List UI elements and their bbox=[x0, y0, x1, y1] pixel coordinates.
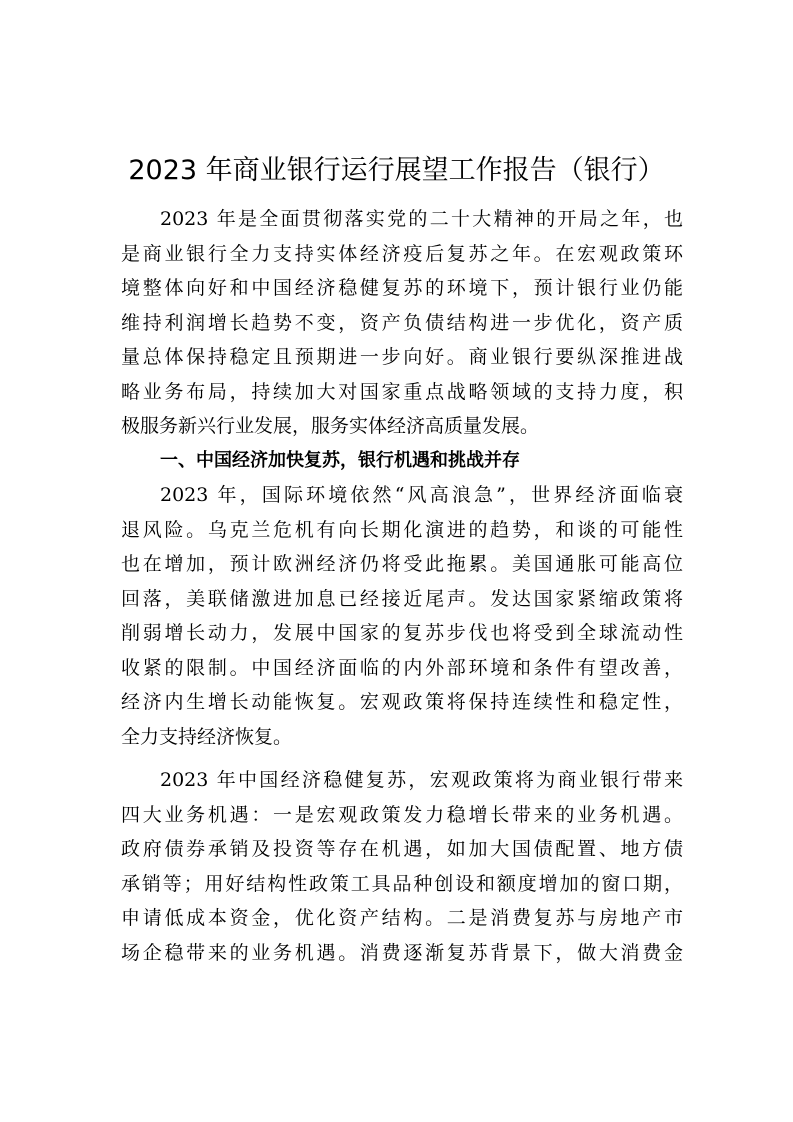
paragraph-line: 退风险。乌克兰危机有向长期化演进的趋势，和谈的可能性 bbox=[121, 518, 683, 541]
paragraph-line: 经济内生增长动能恢复。宏观政策将保持连续性和稳定性， bbox=[121, 691, 683, 713]
paragraph-line: 量总体保持稳定且预期进一步向好。商业银行要纵深推进战 bbox=[121, 346, 683, 368]
paragraph-line: 收紧的限制。中国经济面临的内外部环境和条件有望改善， bbox=[121, 656, 683, 679]
paragraph-line: 2023 年是全面贯彻落实党的二十大精神的开局之年，也 bbox=[160, 208, 683, 230]
paragraph-line: 全力支持经济恢复。 bbox=[121, 725, 293, 748]
paragraph-line: 2023 年，国际环境依然“风高浪急”，世界经济面临衰 bbox=[160, 484, 683, 506]
paragraph-intro bbox=[121, 202, 683, 444]
paragraph-line: 回落，美联储激进加息已经接近尾声。发达国家紧缩政策将 bbox=[121, 587, 683, 610]
document-body bbox=[121, 202, 683, 970]
paragraph-line: 削弱增长动力，发展中国家的复苏步伐也将受到全球流动性 bbox=[121, 622, 683, 644]
paragraph-line: 是商业银行全力支持实体经济疫后复苏之年。在宏观政策环 bbox=[121, 242, 683, 265]
paragraph-line: 申请低成本资金，优化资产结构。二是消费复苏与房地产市 bbox=[121, 907, 683, 929]
section-heading-text: 一、中国经济加快复苏，银行机遇和挑战并存 bbox=[160, 449, 520, 471]
document-title: 2023 年商业银行运行展望工作报告（银行） bbox=[128, 155, 665, 186]
paragraph-line: 维持利润增长趋势不变，资产负债结构进一步优化，资产质 bbox=[121, 311, 683, 334]
paragraph-line: 政府债券承销及投资等存在机遇，如加大国债配置、地方债 bbox=[121, 838, 683, 860]
paragraph-spacer bbox=[121, 754, 683, 763]
paragraph-line: 境整体向好和中国经济稳健复苏的环境下，预计银行业仍能 bbox=[121, 277, 683, 299]
paragraph-opportunities bbox=[121, 763, 683, 970]
paragraph-line: 极服务新兴行业发展，服务实体经济高质量发展。 bbox=[121, 415, 540, 437]
paragraph-international bbox=[121, 478, 683, 754]
paragraph-line: 2023 年中国经济稳健复苏，宏观政策将为商业银行带来 bbox=[160, 769, 683, 791]
paragraph-line: 也在增加，预计欧洲经济仍将受此拖累。美国通胀可能高位 bbox=[121, 553, 683, 575]
paragraph-line: 略业务布局，持续加大对国家重点战略领域的支持力度，积 bbox=[121, 380, 683, 403]
paragraph-line: 场企稳带来的业务机遇。消费逐渐复苏背景下，做大消费金 bbox=[121, 941, 683, 964]
section-heading bbox=[121, 444, 683, 479]
paragraph-line: 承销等；用好结构性政策工具品种创设和额度增加的窗口期， bbox=[121, 872, 683, 895]
paragraph-line: 四大业务机遇：一是宏观政策发力稳增长带来的业务机遇。 bbox=[121, 803, 683, 826]
